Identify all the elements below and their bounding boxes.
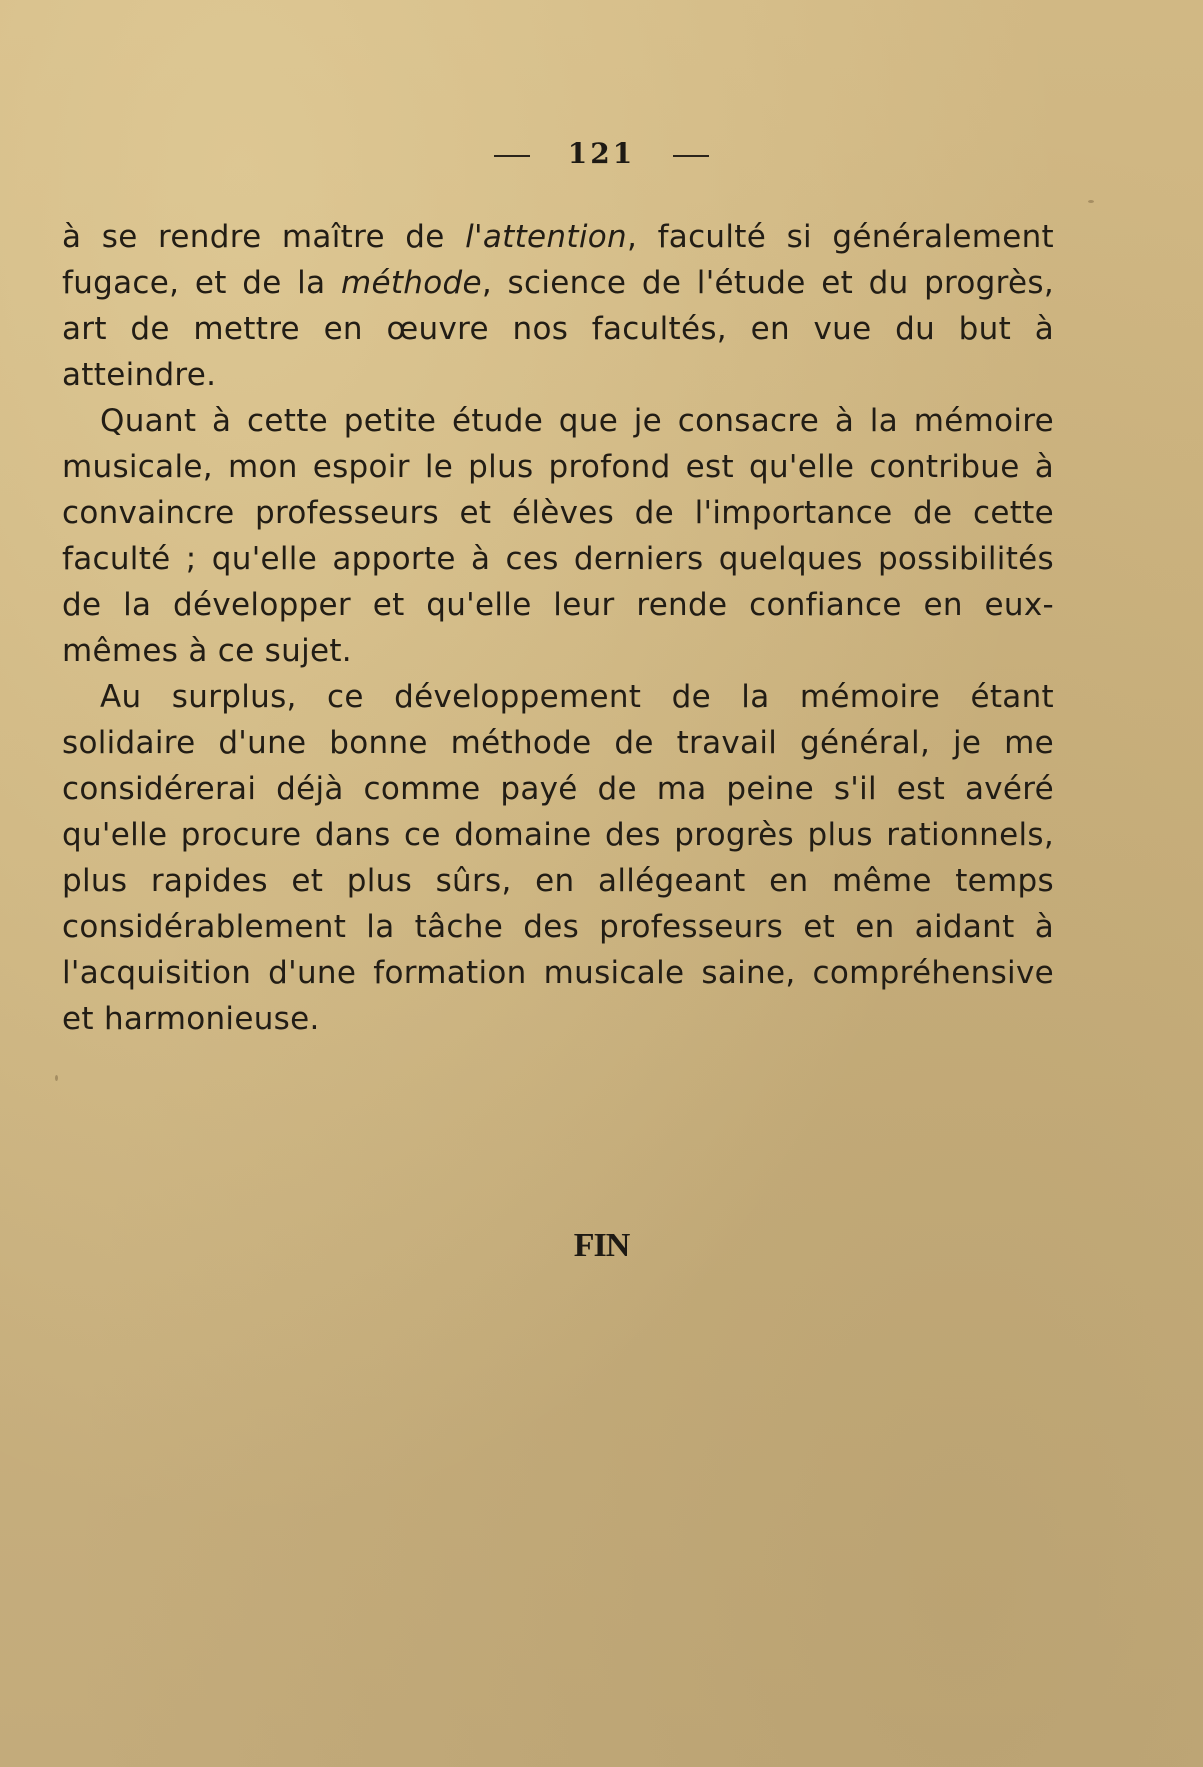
left-dash: [494, 155, 530, 157]
text-segment: , faculté si généralement fugace, et de la: [62, 219, 1054, 301]
paper-speck: [1088, 200, 1094, 203]
right-dash: [673, 155, 709, 157]
page-number: 121: [567, 137, 636, 170]
paragraph: [62, 674, 1054, 1042]
text-segment: à se rendre maître de: [62, 219, 466, 255]
text-segment: , science de l'étude et du progrès, art de mettre en œuvre nos facultés, en vue du but à atteindre.: [62, 265, 1055, 393]
body-text: [62, 214, 1054, 1042]
paragraph: [62, 398, 1054, 674]
italic-segment: méthode: [340, 265, 482, 301]
text-segment: Au surplus, ce développement de la mémoire étant solidaire d'une bonne méthode de travail général, je me considérerai déjà comme payé de ma peine s'il est avéré qu'elle procure dans ce domaine des progrès plus rationnels, plus rapides et plus sûrs, en allégeant en même temps considérablement la tâche des professeurs et en aidant à l'acquisition d'une formation musicale saine, compréhensive et harmonieuse.: [62, 679, 1054, 1037]
italic-segment: l'attention: [465, 219, 627, 255]
text-segment: Quant à cette petite étude que je consacre à la mémoire musicale, mon espoir le plus profond est qu'elle contribue à convaincre professeurs et élèves de l'importance de cette faculté ; qu'elle apporte à ces derniers quelques possibilités de la développer et qu'elle leur rende confiance en eux-mêmes à ce sujet.: [62, 403, 1054, 669]
paper-speck: [55, 1075, 58, 1081]
end-label: FIN: [573, 1227, 630, 1264]
paragraph: [62, 214, 1054, 398]
page-number-header: [0, 134, 1203, 174]
